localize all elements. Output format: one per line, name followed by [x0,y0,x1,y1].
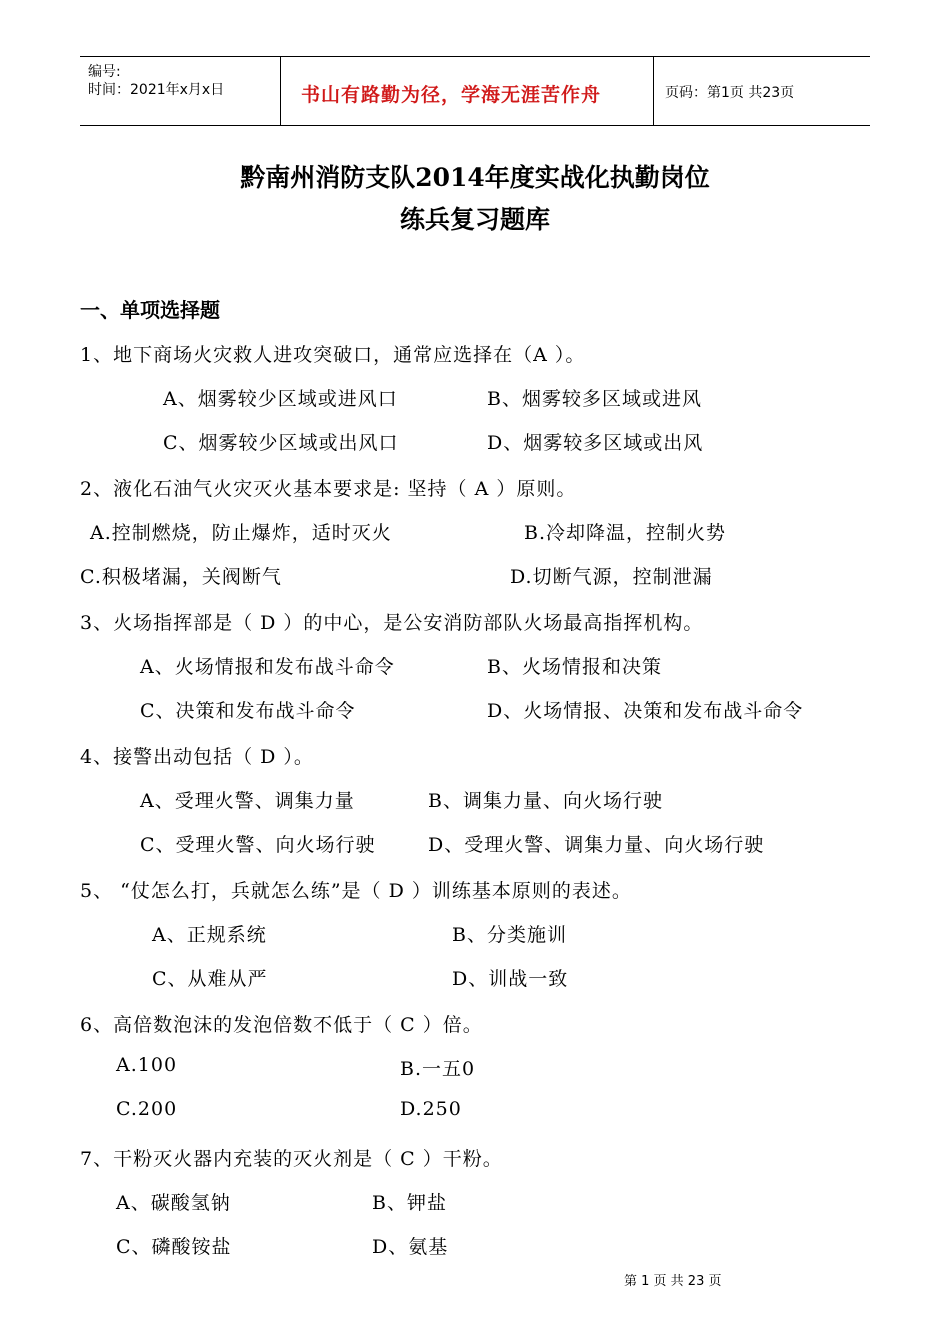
document-time-label: 时间：2021年x月x日 [88,82,225,98]
question-option: B、钾盐 [372,1192,447,1214]
question-text: 4、接警出动包括（ D ）。 [80,746,314,768]
question-option: C、从难从严 [152,968,268,990]
question-option: A、火场情报和发布战斗命令 [140,656,395,678]
section-heading: 一、单项选择题 [80,298,220,322]
document-number-label: 编号: [88,64,121,80]
question-option: A、碳酸氢钠 [116,1192,231,1214]
question-option: A.100 [116,1054,178,1076]
question-option: C、决策和发布战斗命令 [140,700,356,722]
question-option: D、火场情报、决策和发布战斗命令 [487,700,804,722]
question-option: C.200 [116,1098,178,1120]
question-text: 5、 “仗怎么打，兵就怎么练”是（ D ）训练基本原则的表述。 [80,880,632,902]
question-option: A、正规系统 [152,924,267,946]
document-title-line-1: 黔南州消防支队2014年度实战化执勤岗位 [240,163,710,192]
question-option: D.250 [400,1098,462,1120]
question-option: A、受理火警、调集力量 [140,790,355,812]
question-option: A、烟雾较少区域或进风口 [163,388,398,410]
document-title-line-2: 练兵复习题库 [399,205,550,234]
question-text: 7、干粉灭火器内充装的灭火剂是（ C ）干粉。 [80,1148,503,1170]
question-text: 3、火场指挥部是（ D ）的中心，是公安消防部队火场最高指挥机构。 [80,612,704,634]
question-option: D、训战一致 [452,968,569,990]
question-option: C、磷酸铵盐 [116,1236,232,1258]
page-footer: 第 1 页 共 23 页 [624,1274,722,1289]
question-text: 1、地下商场火灾救人进攻突破口，通常应选择在（A ）。 [80,344,586,366]
question-option: D、受理火警、调集力量、向火场行驶 [428,834,765,856]
question-option: B、分类施训 [452,924,567,946]
question-option: B.冷却降温，控制火势 [524,522,727,544]
question-option: B、火场情报和决策 [487,656,662,678]
question-text: 6、高倍数泡沫的发泡倍数不低于（ C ）倍。 [80,1014,483,1036]
question-option: D、烟雾较多区域或出风 [487,432,704,454]
header-motto: 书山有路勤为径，学海无涯苦作舟 [301,84,602,106]
header-page-label: 页码：第1页 共23页 [665,85,795,101]
question-text: 2、液化石油气火灾灭火基本要求是: 坚持（ A ）原则。 [80,478,577,500]
question-option: C、受理火警、向火场行驶 [140,834,376,856]
question-option: A.控制燃烧，防止爆炸，适时灭火 [90,522,392,544]
question-option: C、烟雾较少区域或出风口 [163,432,399,454]
question-option: C.积极堵漏，关阀断气 [80,566,282,588]
header-divider [280,57,281,125]
question-option: B、烟雾较多区域或进风 [487,388,702,410]
header-divider [653,57,654,125]
question-option: B、调集力量、向火场行驶 [428,790,663,812]
document-header [80,56,870,126]
question-option: D.切断气源，控制泄漏 [510,566,713,588]
question-option: D、氨基 [372,1236,449,1258]
question-option: B.一五0 [400,1058,476,1080]
